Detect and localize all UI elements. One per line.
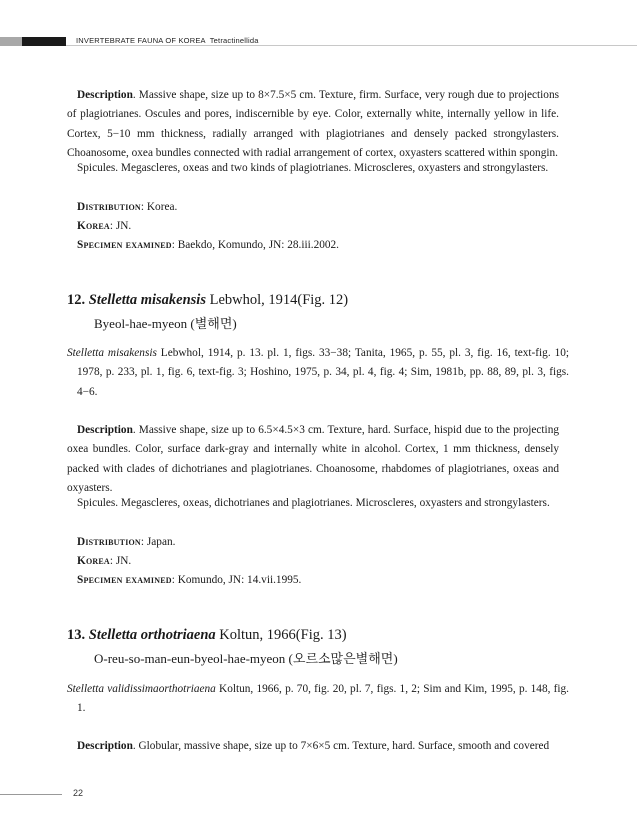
species-12-description-text: . Massive shape, size up to 6.5×4.5×3 cm. Texture, hard. Surface, hispid due to the projecting oxea bundles. Color, surface dark-gray and internally white in alcohol. Cortex, 1 mm thickness, densely packed with clades of dichotrianes and plagiotrianes. Choanosome, rhabdomes of plagiotrianes, oxeas and oxyasters. (67, 424, 559, 494)
page-number: 22 (73, 788, 84, 798)
species-12-number: 12. (67, 292, 86, 308)
species-13-author: Koltun, 1966 (219, 627, 296, 643)
korea-line (77, 220, 131, 232)
description-paragraph (67, 86, 559, 163)
header-rule (66, 45, 637, 46)
species-13-number: 13. (67, 627, 86, 643)
species-12-specimen-label: Specimen examined (77, 574, 172, 586)
species-12-synonymy (67, 344, 569, 402)
header-gray-bar (0, 37, 22, 46)
description-label: Description (77, 89, 133, 101)
species-12-korean-name: Byeol-hae-myeon (별해면) (94, 316, 237, 331)
species-12-description-label: Description (77, 424, 133, 436)
korea-label: Korea (77, 220, 110, 232)
species-13-fig: (Fig. 13) (295, 627, 347, 643)
species-12-distribution-value: : Japan. (140, 536, 176, 548)
distribution-line (77, 201, 177, 213)
header-black-bar (22, 37, 66, 46)
species-12-description (67, 421, 559, 498)
species-12-syn-name: Stelletta misakensis (67, 347, 157, 359)
species-13-syn-text: Koltun, 1966, p. 70, fig. 20, pl. 7, figs. 1, 2; Sim and Kim, 1995, p. 148, fig. 1. (77, 683, 570, 715)
spicules-line: Spicules. Megascleres, oxeas and two kinds of plagiotrianes. Microscleres, oxyasters and strongylasters. (77, 162, 549, 174)
species-12-specimen (77, 574, 301, 586)
species-12-syn-text: Lebwhol, 1914, p. 13. pl. 1, figs. 33−38; Tanita, 1965, p. 55, pl. 3, fig. 16, text-fig. 10; 1978, p. 233, pl. 1, fig. 6, text-fig. 3; Hoshino, 1975, p. 34, pl. 4, fig. 4; Sim, 1981b, pp. 88, 89, pl. 3, figs. 4−6. (77, 347, 570, 398)
species-13-synonymy (67, 680, 569, 719)
species-12-fig: (Fig. 12) (297, 292, 349, 308)
specimen-line (77, 239, 339, 251)
species-12-author: Lebwhol, 1914 (209, 292, 298, 308)
running-header (76, 36, 259, 45)
species-13-heading (67, 627, 347, 644)
species-13-korean-name: O-reu-so-man-eun-byeol-hae-myeon (오르소많은별해면) (94, 651, 398, 666)
species-12-heading (67, 292, 348, 309)
species-12-distribution (77, 536, 175, 548)
running-header-subtitle: Tetractinellida (209, 36, 259, 45)
species-13-name: Stelletta orthotriaena (88, 627, 216, 643)
species-13-description-text: . Globular, massive shape, size up to 7×6×5 cm. Texture, hard. Surface, smooth and covered (132, 740, 550, 752)
species-13-description (67, 737, 559, 756)
specimen-label: Specimen examined (77, 239, 172, 251)
species-12-name: Stelletta misakensis (88, 292, 206, 308)
species-12-distribution-label: Distribution (77, 536, 141, 548)
distribution-value: : Korea. (140, 201, 178, 213)
description-text: . Massive shape, size up to 8×7.5×5 cm. Texture, firm. Surface, very rough due to projections of plagiotrianes. Oscules and pores, indiscernible by eye. Color, externally white, internally yellow in life. Cortex, 5−10 mm thickness, radially arranged with plagiotrianes and densely packed strongylasters. Choanosome, oxea bundles connected with radial arrangement of cortex, oxyasters scattered within spongin. (67, 89, 559, 159)
species-12-korea-label: Korea (77, 555, 110, 567)
species-13-description-label: Description (77, 740, 133, 752)
species-12-specimen-value: : Komundo, JN: 14.vii.1995. (171, 574, 302, 586)
specimen-value: : Baekdo, Komundo, JN: 28.iii.2002. (171, 239, 339, 251)
footer-rule (0, 794, 62, 795)
running-header-title: INVERTEBRATE FAUNA OF KOREA (76, 36, 206, 45)
species-12-korea (77, 555, 131, 567)
species-13-syn-name: Stelletta validissimaorthotriaena (67, 683, 216, 695)
species-12-korea-value: : JN. (109, 555, 132, 567)
distribution-label: Distribution (77, 201, 141, 213)
korea-value: : JN. (109, 220, 132, 232)
species-12-spicules: Spicules. Megascleres, oxeas, dichotrianes and plagiotrianes. Microscleres, oxyasters and strongylasters. (77, 497, 550, 509)
